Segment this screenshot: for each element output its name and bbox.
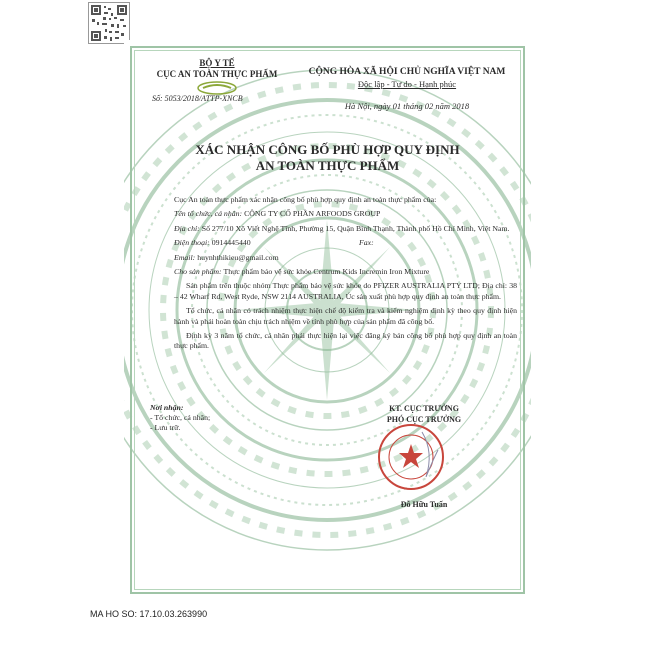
record-number: MA HO SO: 17.10.03.263990 — [90, 609, 208, 619]
recipients-heading: Nơi nhận: — [150, 403, 184, 412]
org-label: Tên tổ chức, cá nhân: — [174, 209, 243, 219]
national-header — [297, 66, 517, 112]
title-line-1: XÁC NHẬN CÔNG BỐ PHÙ HỢP QUY ĐỊNH — [195, 142, 460, 157]
national-motto: Độc lập - Tự do - Hạnh phúc — [357, 79, 457, 89]
fax-label: Fax: — [359, 238, 374, 248]
ministry-name: BỘ Y TẾ — [199, 58, 235, 68]
signer-role-1: KT. CỤC TRƯỞNG — [389, 404, 459, 413]
manufacturer-paragraph: Sản phẩm trên thuộc nhóm Thực phẩm bảo vệ sức khỏe do PFIZER AUSTRALIA PTY LTD; Địa chỉ: 38 – 42 Wharf Rd, West Ryde, NSW 2114 AUSTRALIA, Úc sản xuất phù hợp quy định an toàn thực phẩm. — [174, 281, 517, 301]
org-line — [174, 209, 517, 219]
title-line-2: AN TOÀN THỰC PHẨM — [255, 158, 400, 173]
phone-value: 0914445440 — [211, 238, 251, 248]
responsibility-paragraph: Tổ chức, cá nhân có trách nhiệm thực hiện chế độ kiểm tra và kiểm nghiệm định kỳ theo quy định hiện hành và phải hoàn toàn chịu trách nhiệm về tính phù hợp của sản phẩm đã công bố. — [174, 306, 517, 326]
certificate-body — [174, 195, 517, 356]
recipient-item: - Tổ chức, cá nhân; — [150, 413, 211, 422]
product-value: Thực phẩm bảo vệ sức khỏe Centrum Kids Incremin Iron Mixture — [223, 267, 430, 277]
signer-name: Đỗ Hữu Tuấn — [400, 500, 448, 509]
document-number: Số: 5053/2018/ATTP-XNCB — [152, 94, 243, 103]
qr-code — [88, 2, 130, 44]
email-label: Email: — [174, 252, 196, 262]
certificate-page — [124, 40, 531, 600]
email-line — [174, 253, 517, 263]
contact-line — [174, 238, 517, 248]
address-line — [174, 224, 517, 234]
official-red-stamp — [376, 422, 446, 492]
address-label: Địa chỉ: — [174, 223, 200, 233]
recipient-item: - Lưu trữ. — [150, 423, 181, 432]
country-name: CỘNG HÒA XÃ HỘI CHỦ NGHĨA VIỆT NAM — [308, 67, 506, 77]
department-name: CỤC AN TOÀN THỰC PHẨM — [156, 69, 278, 79]
issue-date: Hà Nội, ngày 01 tháng 02 năm 2018 — [344, 101, 470, 111]
signer-role-2: PHÓ CỤC TRƯỞNG — [386, 415, 462, 424]
product-line — [174, 267, 517, 277]
phone-label: Điện thoại: — [174, 238, 210, 248]
product-label: Cho sản phẩm: — [174, 267, 222, 277]
email-value: huynhthikieu@gmail.com — [197, 252, 279, 262]
address-value: Số 277/10 Xô Viết Nghệ Tĩnh, Phường 15, Quận Bình Thạnh, Thành phố Hồ Chí Minh, Việt Nam. — [201, 223, 510, 233]
document-title — [124, 142, 531, 174]
intro-text: Cục An toàn thực phẩm xác nhận công bố phù hợp quy định an toàn thực phẩm của: — [174, 195, 437, 204]
org-value: CÔNG TY CỔ PHẦN ARFOODS GROUP — [244, 209, 381, 219]
renewal-paragraph: Định kỳ 3 năm tổ chức, cá nhân phải thực hiện lại việc đăng ký bản công bố phù hợp quy định an toàn thực phẩm. — [174, 331, 517, 351]
recipients-block — [150, 403, 210, 433]
issuer-header — [142, 58, 292, 104]
